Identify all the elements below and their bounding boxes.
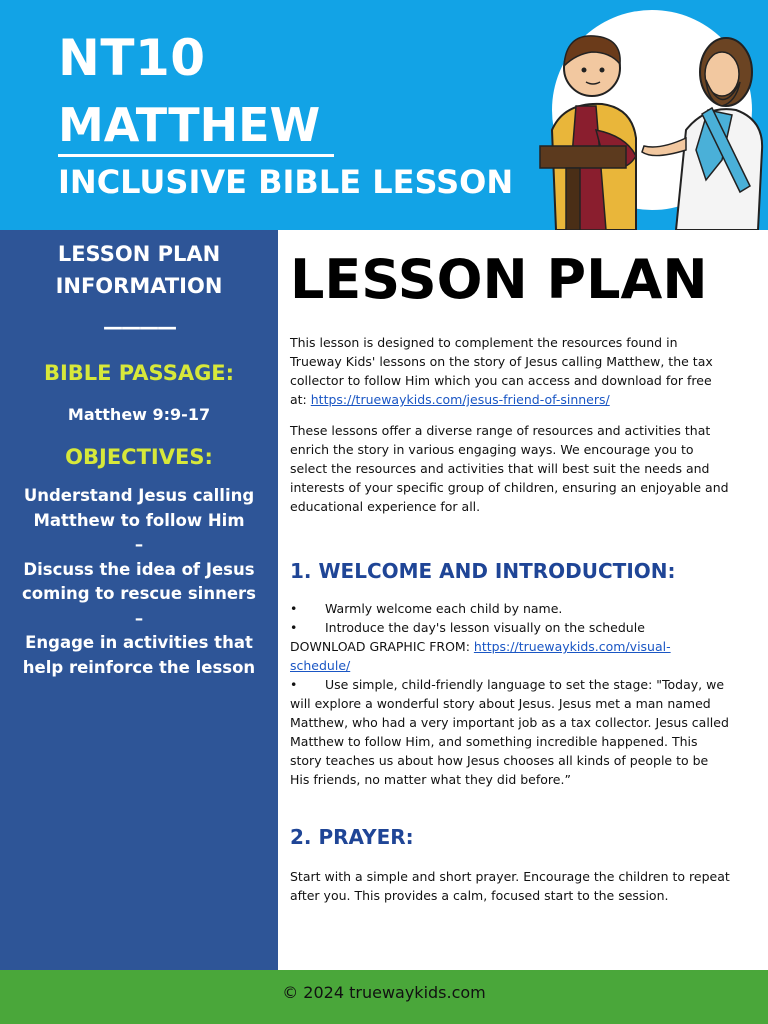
book-title-underline bbox=[58, 154, 334, 157]
objectives-label: OBJECTIVES: bbox=[65, 445, 213, 469]
download-label: DOWNLOAD GRAPHIC FROM: bbox=[290, 639, 474, 654]
lesson-info-sidebar bbox=[0, 230, 278, 970]
resources-paragraph: These lessons offer a diverse range of resources and activities that enrich the story in various engaging ways. We encourage you to select the resources and activities that will best suit the needs and interests of your specific group of children, ensuring an enjoyable and educational experience for all. bbox=[290, 423, 729, 514]
section-welcome-title: 1. WELCOME AND INTRODUCTION: bbox=[290, 559, 676, 583]
download-line bbox=[290, 637, 730, 675]
bible-passage-label: BIBLE PASSAGE: bbox=[43, 361, 235, 385]
lesson-code: NT10 bbox=[58, 29, 206, 87]
list-item bbox=[290, 675, 730, 789]
bible-passage: Matthew 9:9-17 bbox=[67, 405, 211, 424]
bullet-icon: • bbox=[290, 620, 298, 635]
header-banner bbox=[0, 0, 768, 230]
prayer-paragraph: Start with a simple and short prayer. Encourage the children to repeat after you. This provides a calm, focused start to the session. bbox=[290, 869, 730, 903]
objective-item: Discuss the idea of Jesus coming to rescue sinners bbox=[22, 559, 256, 603]
welcome-bullet-list bbox=[290, 599, 730, 789]
objective-separator: – bbox=[134, 535, 144, 554]
bullet-icon: • bbox=[290, 677, 298, 692]
lesson-link[interactable]: https://truewaykids.com/jesus-friend-of-sinners/ bbox=[310, 392, 610, 407]
book-title: MATTHEW bbox=[58, 98, 321, 152]
lesson-subtitle: INCLUSIVE BIBLE LESSON bbox=[58, 163, 514, 201]
objective-item: Understand Jesus calling Matthew to follow Him bbox=[23, 486, 255, 530]
sidebar-heading bbox=[0, 238, 278, 302]
jesus-calling-matthew-illustration bbox=[536, 10, 768, 230]
list-item-text: Use simple, child-friendly language to set the stage: "Today, we will explore a wonderful story about Jesus. Jesus met a man named Matthew, who had a very important job as a tax collector. Jesus called Matthew to follow Him, and something incredible happened. This story teaches us about how Jesus chooses all kinds of people to be His friends, no matter what they did before.” bbox=[290, 677, 729, 787]
list-item-text: Warmly welcome each child by name. bbox=[325, 601, 563, 616]
footer-bar bbox=[0, 970, 768, 1024]
footer-copyright: © 2024 truewaykids.com bbox=[282, 983, 486, 1002]
objectives-list bbox=[14, 484, 264, 680]
page-title: LESSON PLAN bbox=[290, 248, 708, 311]
list-item bbox=[290, 599, 730, 618]
sidebar-divider: ———— bbox=[103, 315, 175, 339]
intro-paragraph bbox=[290, 333, 730, 409]
objective-item: Engage in activities that help reinforce the lesson bbox=[22, 633, 256, 677]
bullet-icon: • bbox=[290, 601, 298, 616]
sidebar-heading-text: LESSON PLAN INFORMATION bbox=[55, 242, 223, 298]
list-item-text: Introduce the day's lesson visually on the schedule bbox=[325, 620, 645, 635]
objective-separator: – bbox=[134, 608, 144, 628]
intro-text: This lesson is designed to complement the resources found in Trueway Kids' lessons on the story of Jesus calling Matthew, the tax collector to follow Him which you can access and download for free at: bbox=[290, 335, 713, 407]
visual-schedule-link[interactable]: https://truewaykids.com/visual-schedule/ bbox=[290, 639, 671, 673]
section-prayer-title: 2. PRAYER: bbox=[290, 825, 414, 849]
list-item bbox=[290, 618, 730, 637]
